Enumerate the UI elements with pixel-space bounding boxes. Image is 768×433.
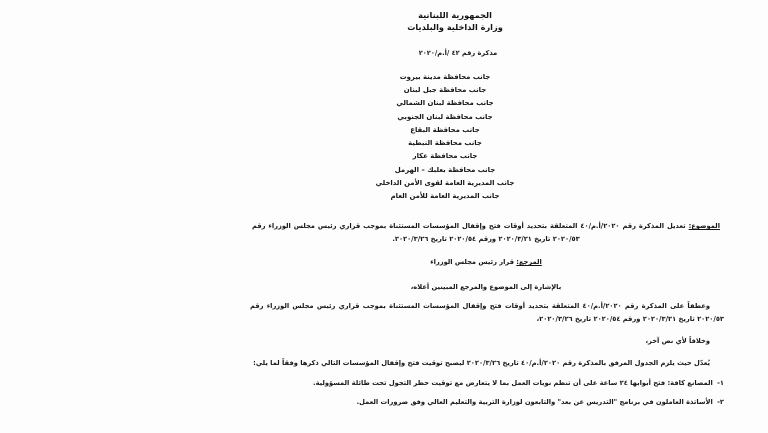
item-text: المصانع كافة: فتح أبوابها ٢٤ ساعة على أن تنظم نوبات العمل بما لا يتعارض مع توقيت حظر التجول تحت طائلة المسؤولية.: [313, 379, 713, 388]
list-item: جانب محافظة النبطية: [408, 139, 482, 148]
list-item: [250, 377, 724, 390]
reference-block: [230, 256, 738, 269]
document-body: [230, 0, 768, 433]
list-item: جانب محافظة مدينة بيروت: [399, 72, 491, 81]
item-number: ١-: [717, 379, 724, 388]
list-item: جانب محافظة بعلبك – الهرمل: [394, 165, 496, 174]
reference-text: قرار رئيس مجلس الوزراء: [430, 258, 514, 267]
letterhead-ministry: وزارة الداخلية والبلديات: [407, 21, 503, 32]
salutation: بالإشارة إلى الموضوع والمرجع المبينين أعلاه،: [410, 283, 562, 292]
list-item: جانب المديرية العامة للأمن العام: [390, 192, 500, 201]
subject-block: [230, 220, 738, 246]
reference-label: المرجع:: [516, 258, 542, 267]
list-item: جانب المديرية العامة لقوى الأمن الداخلي: [375, 178, 515, 187]
recipient-list: [230, 71, 738, 204]
item-number: ٢-: [717, 398, 724, 407]
numbered-item-list: [230, 377, 738, 409]
body-paragraph-1: وعطفاً على المذكرة رقم ٢٠٢٠/أ.م/٤٠ المتعلقة بتحديد أوقات فتح وإقفال المؤسسات المستثناة بموجب قراري رئيس مجلس الوزراء رقم ٢٠٢٠/٥٣ تاريخ ٢٠٢٠/٣/٢١ ورقم ٢٠٢٠/٥٤ تاريخ ٢٠٢٠/٣/٢٦،: [250, 302, 724, 324]
letterhead: [230, 10, 738, 34]
list-item: جانب محافظة جبل لبنان: [403, 86, 487, 95]
list-item: جانب محافظة لبنان الشمالي: [396, 99, 494, 108]
subject-text: تعديل المذكرة رقم ٢٠٢٠/أ.م/٤٠ المتعلقة بتحديد أوقات فتح وإقفال المؤسسات المستثناة بموجب قراري رئيس مجلس الوزراء رقم ٢٠٢٠/٥٣ تاريخ ٢٠٢٠/٣/٢١ ورقم ٢٠٢٠/٥٤ تاريخ ٢٠٢٠/٣/٢٦.: [252, 222, 686, 244]
list-item: جانب محافظة عكار: [412, 152, 478, 161]
memo-number: مذكرة رقم ٤٢ /أ.م/٢٠٢٠: [418, 48, 498, 57]
letterhead-country: الجمهورية اللبنانية: [418, 10, 492, 20]
body-paragraph-3: يُعدّل حيث يلزم الجدول المرفق بالمذكرة رقم ٢٠٢٠/أ.م/٤٠ تاريخ ٢٠٢٠/٣/٢٦ ليصبح توقيت فتح وإقفال المؤسسات التالي ذكرها وفقاً لما يلي:: [253, 359, 710, 368]
subject-label: الموضوع:: [688, 222, 720, 231]
list-item: [250, 396, 724, 409]
list-item: جانب محافظة لبنان الجنوبي: [397, 112, 493, 121]
list-item: جانب محافظة البقاع: [410, 125, 480, 134]
body-paragraph-2: وخلافاً لأي نص آخر،: [645, 337, 710, 346]
item-text: الأساتذة العاملون في برنامج "التدريس عن بعد" والتابعون لوزارة التربية والتعليم العالي وفق ضرورات العمل.: [356, 398, 713, 407]
